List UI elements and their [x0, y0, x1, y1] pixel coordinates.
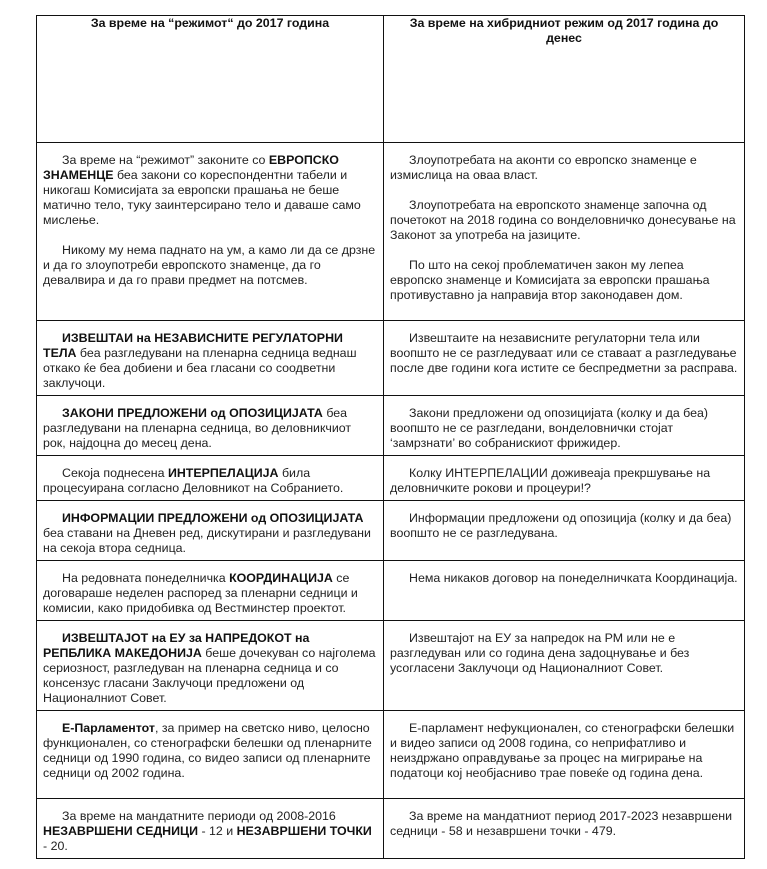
text: Извештаите на независните регулаторни тела или воопшто не се разгледуваат или се ставаат а разгледување после две години кога истите се беспредметни за расправа. [390, 331, 738, 375]
bold-text: ИЗВЕШТАИ на НЕЗАВИСНИТЕ РЕГУЛАТОРНИ ТЕЛА [43, 331, 343, 360]
cell-right [384, 621, 745, 711]
cell-paragraph [390, 466, 738, 496]
text: беа ставани на Дневен ред, дискутирани и разгледувани на секоја втора седница. [43, 526, 371, 555]
cell-paragraph [43, 809, 377, 854]
text: беа разгледувани на пленарна седница веднаш откако ќе беа добиени и беа гласани со соодветни заклучоци. [43, 346, 357, 390]
cell-paragraph [43, 511, 377, 556]
cell-paragraph [390, 631, 738, 676]
cell-paragraph [390, 511, 738, 541]
cell-paragraph [390, 571, 738, 586]
table-row [37, 799, 745, 859]
cell-left [37, 799, 384, 859]
bold-text: НЕЗАВРШЕНИ ТОЧКИ [236, 824, 372, 838]
cell-right [384, 561, 745, 621]
bold-text: КООРДИНАЦИЈА [229, 571, 333, 585]
text: По што на секој проблематичен закон му лепеа европско знаменце и Комисијата за европски прашања противуставно ја направија втор законодавен дом. [390, 258, 710, 302]
text: Никому му нема паднато на ум, а камо ли да се дрзне и да го злоупотреби европското знаменце, да го девалвира и да го прави предмет на потсмев. [43, 243, 376, 287]
header-right [384, 16, 745, 143]
cell-left [37, 711, 384, 799]
cell-paragraph [390, 258, 738, 303]
text: Злоупотребата на европското знаменце започна од почетокот на 2018 година со вонделовничко донесување на Законот за употреба на јазиците. [390, 198, 736, 242]
text: беше дочекуван со најголема сериозност, разгледуван на пленарна седница и со консензус гласани Заклучоци предложени од Националниот Совет. [43, 646, 376, 705]
cell-paragraph [43, 331, 377, 391]
table-row [37, 143, 745, 321]
cell-right [384, 396, 745, 456]
cell-paragraph [390, 721, 738, 781]
text: Секоја поднесена [62, 466, 168, 480]
cell-right [384, 799, 745, 859]
cell-paragraph [43, 153, 377, 228]
cell-right [384, 711, 745, 799]
text: Злоупотребата на аконти со европско знаменце е измислица на оваа власт. [390, 153, 697, 182]
text: Извештајот на ЕУ за напредок на РМ или не е разгледуван или со година дена задоцнување и без усогласени Заклучоци од Националниот Совет. [390, 631, 690, 675]
text: се договараше неделен распоред за пленарни седници и комисии, како придобивка од Вестминстер проектот. [43, 571, 358, 615]
text: Закони предложени од опозицијата (колку и да беа) воопшто не се разгледани, вонделовнички стојат ‘замрзнати’ во собранискиот фрижидер. [390, 406, 709, 450]
cell-paragraph [43, 721, 377, 781]
text: Колку ИНТЕРПЕЛАЦИИ доживеаја прекршување на деловничките рокови и процеури!? [390, 466, 711, 495]
text: беа закони со кореспондентни табели и никогаш Комисијата за европски прашања не беше матично тело, туку заинтерсирано тело и даваше само мислење. [43, 168, 361, 227]
bold-text: ЕВРОПСКО ЗНАМЕНЦЕ [43, 153, 339, 182]
cell-right [384, 501, 745, 561]
cell-paragraph [43, 571, 377, 616]
cell-left [37, 396, 384, 456]
table-row [37, 621, 745, 711]
bold-text: Е-Парламентот [62, 721, 155, 735]
table-row [37, 501, 745, 561]
bold-text: ЗАКОНИ ПРЕДЛОЖЕНИ од ОПОЗИЦИЈАТА [62, 406, 323, 420]
text: - 20. [43, 839, 68, 853]
comparison-table [36, 15, 745, 859]
cell-paragraph [390, 331, 738, 376]
cell-left [37, 456, 384, 501]
header-left-text: За време на “режимот“ до 2017 година [90, 16, 330, 30]
cell-paragraph [390, 153, 738, 183]
text: За време на мандатниот период 2017-2023 незавршени седници - 58 и незавршени точки - 479. [390, 809, 732, 838]
header-left [37, 16, 384, 143]
text: Информации предложени од опозиција (колку и да беа) воопшто не се разгледувана. [390, 511, 732, 540]
cell-left [37, 501, 384, 561]
text: , за пример на светско ниво, целосно функционален, со стенографски белешки од пленарните седници од 1990 година, со видео записи од пленарните седници од 2002 година. [43, 721, 372, 780]
cell-paragraph [43, 631, 377, 706]
table-row [37, 396, 745, 456]
text: За време на “режимот” законите со [62, 153, 269, 167]
table-row [37, 456, 745, 501]
text: На редовната понеделничка [62, 571, 230, 585]
table-row [37, 711, 745, 799]
text: За време на мандатните периоди од 2008-2016 [62, 809, 336, 823]
cell-right [384, 456, 745, 501]
bold-text: ИЗВЕШТАЈОТ на ЕУ за НАПРЕДОКОТ на РЕПБЛИКА МАКЕДОНИЈА [43, 631, 310, 660]
header-right-text: За време на хибридниот режим од 2017 година до денес [409, 16, 719, 45]
cell-left [37, 621, 384, 711]
cell-paragraph [390, 809, 738, 839]
cell-paragraph [43, 466, 377, 496]
cell-left [37, 143, 384, 321]
cell-right [384, 321, 745, 396]
cell-left [37, 321, 384, 396]
cell-paragraph [43, 243, 377, 288]
bold-text: ИНТЕРПЕЛАЦИЈА [167, 466, 279, 480]
cell-paragraph [43, 406, 377, 451]
cell-paragraph [390, 406, 738, 451]
text: била процесуирана согласно Деловникот на Собранието. [43, 466, 344, 495]
table-row [37, 561, 745, 621]
text: Нема никаков договор на понеделничката Координација. [409, 571, 738, 585]
text: - 12 и [198, 824, 237, 838]
bold-text: ИНФОРМАЦИИ ПРЕДЛОЖЕНИ од ОПОЗИЦИЈАТА [62, 511, 364, 525]
cell-left [37, 561, 384, 621]
table-row [37, 321, 745, 396]
cell-right [384, 143, 745, 321]
bold-text: НЕЗАВРШЕНИ СЕДНИЦИ [43, 824, 198, 838]
header-row [37, 16, 745, 143]
cell-paragraph [390, 198, 738, 243]
text: беа разгледувани на пленарна седница, во деловникчиот рок, најдоцна до месец дена. [43, 406, 352, 450]
text: Е-парламент нефукционален, со стенографски белешки и видео записи од 2008 година, со неприфатливо и неиздржано оправдување за процес на мигрирање на податоци кој необјасниво трае повеќе од година дена. [390, 721, 735, 780]
table-body [37, 143, 745, 859]
